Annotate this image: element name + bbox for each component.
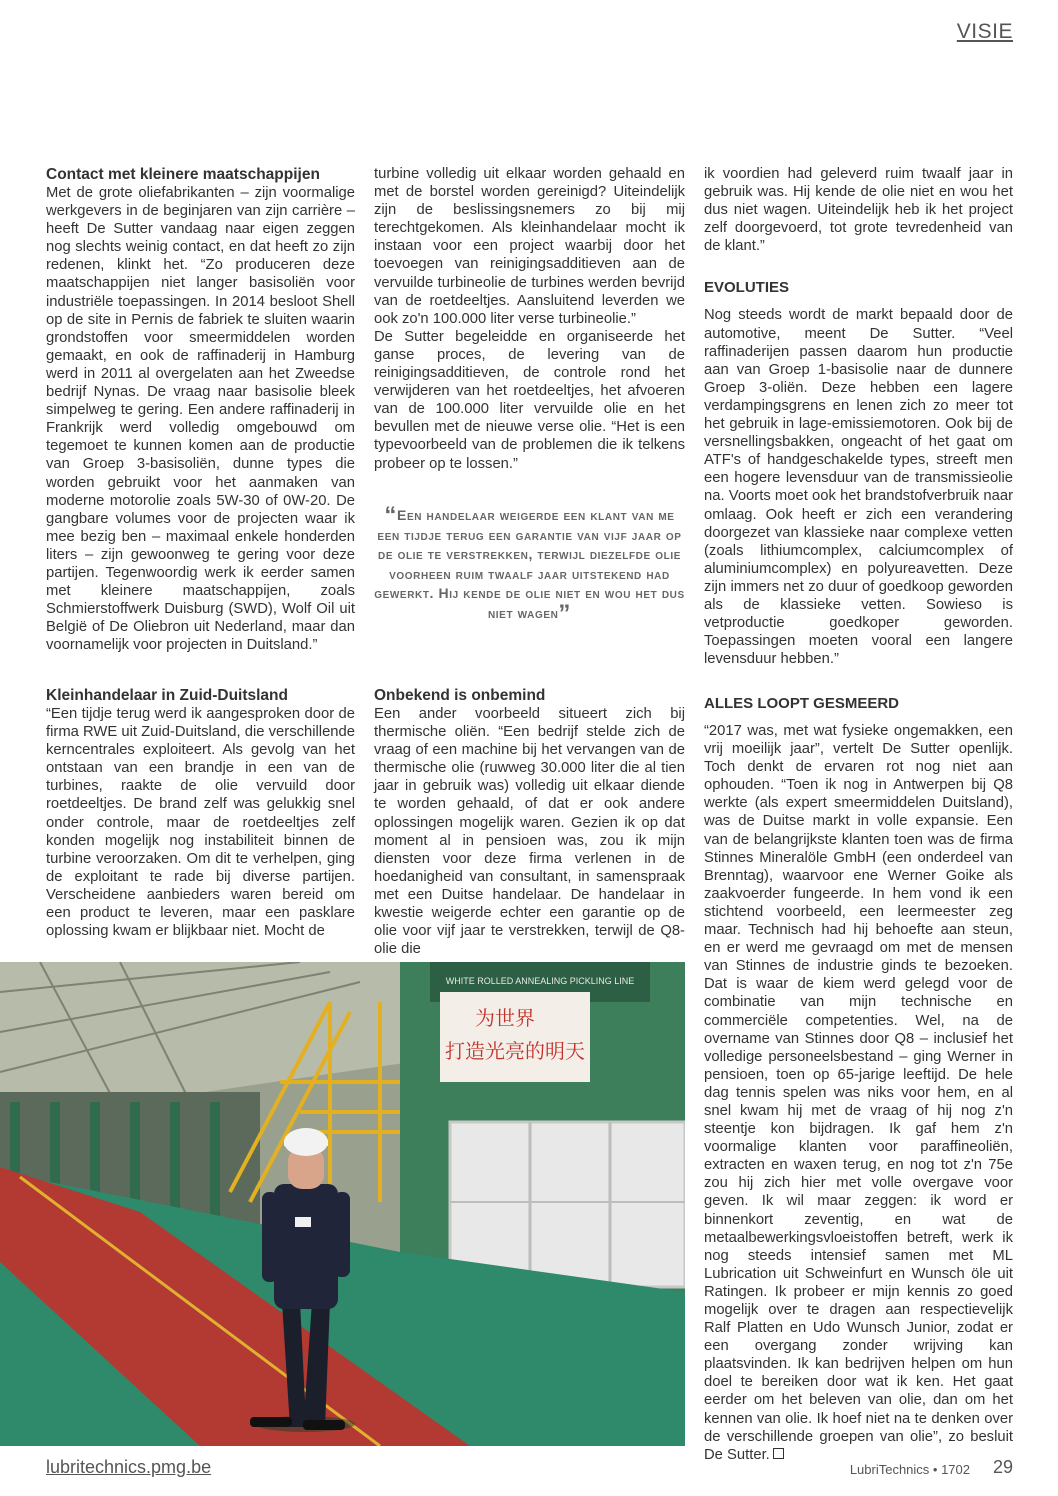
quote-open-mark: “ — [384, 502, 398, 529]
heading-contact: Contact met kleinere maatschappijen — [46, 166, 320, 183]
end-of-article-icon — [773, 1448, 784, 1459]
column-1-top — [46, 165, 355, 654]
paragraph: De Sutter begeleidde en organiseerde het ganse proces, de levering van de reinigingsadditieven, de controle rond het verwijderen van het roetdeeltjes, het afvoeren van de 100.000 liter vervuilde olie en het bevullen met de nieuwe verse olie. “Het is een typevoorbeeld van de problemen die ik telkens probeer op te lossen.” — [374, 328, 685, 472]
machine-label-small: WHITE ROLLED ANNEALING PICKLING LINE — [445, 976, 635, 986]
paragraph — [704, 722, 1013, 1464]
paragraph: turbine volledig uit elkaar worden gehaald en met de borstel worden gereinigd? Uiteindelijk zijn de beslissingsnemers zo bij mij terechtgekomen. Als kleinhandelaar mocht ik instaan voor een project waarbij door het toevoegen van reinigingsadditieven aan de vervuilde turbineolie de turbines werden bevrijd van de roetdeeltjes. Aansluitend leverden we ook zo'n 100.000 liter verse turbineolie.” — [374, 166, 685, 327]
paragraph: Nog steeds wordt de markt bepaald door de automotive, meent De Sutter. “Veel raffinaderijen passen daarom hun productie aan van Groep 1-basisolie naar de dunnere Groep 3-oliën. Deze hebben een lagere verdampingsgrens en lenen zich zo meer tot het gebruik in lage-emissiemotoren. Ook bij de versnellingsbakken, ongeacht of het gaat om ATF's of handgeschakelde types, streeft men een hogere levensduur van de transmissieolie na. Voorts moet ook het brandstofverbruik naar omlaag. Ook heeft er zich een verandering doorgezet van klassieke naar complexe vetten (zoals lithiumcomplex, calciumcomplex of aluminiumcomplex) en polyureavetten. Deze zijn immers net zo duur of goedkoop geworden als de klassieke vetten. Sowieso is vetproductie goedkoper geworden. Toepassingen moeten vooral een langere levensduur hebben.” — [704, 307, 1013, 668]
column-3-top — [704, 165, 1013, 668]
paragraph-text: “2017 was, met wat fysieke ongemakken, een vrij moeilijk jaar”, vertelt De Sutter openlijk. Toch denkt de ervaren rot nog niet aan ophouden. “Toen ik nog in Antwerpen bij Q8 werkte (als expert smeermiddelen Duitsland), was de Duitse markt in volle expansie. Een van de belangrijkste klanten toen was de firma Stinnes Mineralöle GmbH (een onderdeel van Brenntag), waarvoor ene Werner Goike als zaakvoerder fungeerde. In hem vond ik een stichtend voorbeeld, een leermeester zeg maar. Technisch had hij behoefte aan steun, en er werd me gevraagd om met de mensen van Stinnes de industrie ginds te bezoeken. Dat is waar de kiem werd gelegd voor de combinatie van mijn technische en commerciële competenties. Wel, na de overname van Stinnes door Q8 – inclusief het volledige personeelsbestand – ging Werner in pensioen, toen op 65-jarige leeftijd. De hele dag tennis spelen was niks voor hem, en al snel kwam hij met de vraag of hij nog z'n steentje kon bijdragen. Ik gaf hem z'n voormalige klanten voor paraffineoliën, extracten en waxen terug, en nog tot z'n 75e zou hij zich hier met volle overgave voor geven. Ik wil maar zeggen: ik word er binnenkort zeventig, en wat de metaalbewerkingsvloeistoffen betreft, werk ik nog steeds intensief samen met ML Lubrication uit Schweinfurt en Wunsch öle uit Ratingen. Ik probeer er mijn kennis zo goed mogelijk over te dragen aan respectievelijk Ralf Platten en Udo Wunsch Junior, zodat er een overgang zonder wrijving kan plaatsvinden. Ik kan bedrijven helpen om hun doel te bereiken door wat ik ken. Het gaat eerder om het beleven van olie, dan om het kennen van olie. Ik hoef niet na te denken over de verschillende groepen van olie”, zo besluit De Sutter. — [704, 723, 1013, 1463]
page-number: 29 — [992, 1457, 1013, 1477]
heading-onbekend: Onbekend is onbemind — [374, 687, 546, 704]
paragraph: ik voordien had geleverd ruim twaalf jaar in gebruik was. Hij kende de olie niet en wou het dus niet wagen. Uiteindelijk heb ik het project zelf doorgevoerd, tot grote tevredenheid van de klant.” — [704, 166, 1013, 255]
factory-illustration — [0, 962, 685, 1446]
heading-evoluties: EVOLUTIES — [704, 279, 790, 297]
column-3-bottom — [704, 694, 1013, 1464]
heading-kleinhandelaar: Kleinhandelaar in Zuid-Duitsland — [46, 687, 288, 704]
heading-alles-loopt-gesmeerd: ALLES LOOPT GESMEERD — [704, 695, 900, 712]
quote-text: Een handelaar weigerde een klant van me een tijdje terug een garantie van vijf jaar op de olie te verstrekken, terwijl diezelfde olie voorheen ruim twaalf jaar uitstekend had gewerkt. Hij kende de olie niet en wou het dus niet wagen — [374, 507, 685, 621]
column-2-bottom — [374, 686, 685, 958]
column-1-bottom — [46, 686, 355, 940]
paragraph: “Een tijdje terug werd ik aangesproken door de firma RWE uit Zuid-Duitsland, die verschillende kerncentrales exploiteert. Als gevolg van het ontstaan van een brandje in een van de turbines, raakte de olie vervuild door roetdeeltjes. De brand zelf was gelukkig snel onder controle, maar de roetdeeltjes zelf konden mogelijk nog instabiliteit binnen de turbine veroorzaken. Om dit te verhelpen, ging de exploitant te rade bij diverse partijen. Verscheidene aanbieders waren bereid om een product te leveren, maar een pasklare oplossing kwam er blijkbaar niet. Mocht de — [46, 706, 355, 940]
banner-line-1: 为世界 — [475, 1006, 535, 1030]
factory-photo — [0, 962, 685, 1446]
footer-website-link[interactable]: lubritechnics.pmg.be — [46, 1457, 212, 1477]
quote-close-mark: ” — [558, 599, 572, 627]
section-tag: VISIE — [956, 20, 1013, 43]
column-2-top — [374, 165, 685, 473]
pull-quote — [374, 502, 685, 627]
paragraph: Een ander voorbeeld situeert zich bij thermische oliën. “Een bedrijf stelde zich de vraag of een machine bij het vervangen van de thermische olie (ruwweg 30.000 liter die al tien jaar in gebruik was) volledig uit elkaar diende te worden gehaald, of dat er ook andere oplossingen mogelijk waren. Gezien ik op dat moment al in pensioen was, zou ik mijn diensten voor deze firma verlenen in de hoedanigheid van consultant, in samenspraak met een Duitse handelaar. De handelaar in kwestie weigerde echter een garantie op de olie voor vijf jaar te verstrekken, terwijl de Q8-olie die — [374, 706, 685, 958]
footer-magazine-issue: LubriTechnics • 1702 — [849, 1462, 970, 1477]
paragraph: Met de grote oliefabrikanten – zijn voormalige werkgevers in de beginjaren van zijn carrière – heeft De Sutter vandaag naar eigen zeggen nog slechts weinig contact, en dat heeft zo zijn redenen, klinkt het. “Zo produceren deze maatschappijen niet langer basisoliën voor industriële toepassingen. In 2014 besloot Shell op de site in Pernis de fabriek te sluiten waarin grondstoffen voor smeermiddelen worden gemaakt, en ook de raffinaderij in Hamburg werd in 2011 al overgelaten aan het Zweedse bedrijf Nynas. De vraag naar basisolie bleek simpelweg te gering. Een andere raffinaderij in Frankrijk werd volledig omgebouwd om tegemoet te kunnen komen aan de productie van Groep 3-basisoliën, dunne types die worden gebruikt voor het aanmaken van moderne motorolie zoals 5W-30 of 0W-20. De gangbare volumes voor de projecten waar ik mee bezig ben – maximaal enkele honderden liters – zijn gewoonweg te gering voor deze partijen. Tegenwoordig werk ik eerder samen met kleinere maatschappijen, zoals Schmierstoffwerk Duisburg (SWD), Wolf Oil uit België of De Oliebron uit Nederland, maar dan voornamelijk voor projecten in Duitsland.” — [46, 185, 355, 654]
banner-line-2: 打造光亮的明天 — [445, 1039, 585, 1063]
